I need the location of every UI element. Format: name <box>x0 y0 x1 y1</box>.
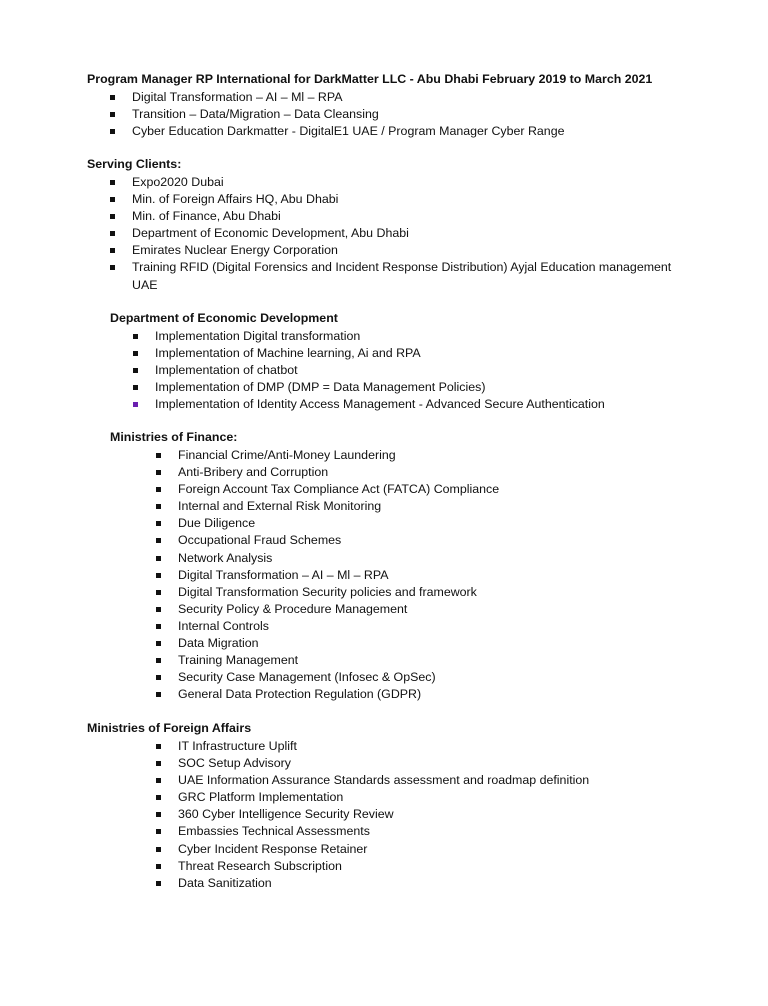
square-bullet-icon <box>156 453 161 458</box>
square-bullet-icon <box>110 197 115 202</box>
square-bullet-icon <box>133 385 138 390</box>
square-bullet-icon <box>110 248 115 253</box>
square-bullet-icon <box>156 590 161 595</box>
list-item: Embassies Technical Assessments <box>178 823 589 840</box>
square-bullet-icon <box>156 812 161 817</box>
page-title: Program Manager RP International for DarkMatter LLC - Abu Dhabi February 2019 to March 2021 <box>87 72 653 86</box>
list-item: Security Policy & Procedure Management <box>178 601 499 618</box>
list-item: GRC Platform Implementation <box>178 789 589 806</box>
foreign-affairs-list <box>178 738 589 892</box>
list-item: Anti-Bribery and Corruption <box>178 464 499 481</box>
section-heading-serving-clients: Serving Clients: <box>87 157 182 171</box>
square-bullet-icon <box>110 95 115 100</box>
list-item: SOC Setup Advisory <box>178 755 589 772</box>
list-item: Training RFID (Digital Forensics and Incident Response Distribution) Ayjal Education management UAE <box>132 259 692 293</box>
list-item: Data Sanitization <box>178 875 589 892</box>
square-bullet-icon <box>156 487 161 492</box>
square-bullet-icon <box>110 214 115 219</box>
list-item: Implementation of Machine learning, Ai and RPA <box>155 345 605 362</box>
list-item: Internal Controls <box>178 618 499 635</box>
list-item: Implementation of DMP (DMP = Data Management Policies) <box>155 379 605 396</box>
square-bullet-icon <box>156 795 161 800</box>
square-bullet-icon <box>156 864 161 869</box>
list-item: Security Case Management (Infosec & OpSec) <box>178 669 499 686</box>
list-item: Expo2020 Dubai <box>132 174 692 191</box>
list-item: Cyber Incident Response Retainer <box>178 841 589 858</box>
list-item: Financial Crime/Anti-Money Laundering <box>178 447 499 464</box>
square-bullet-icon <box>156 521 161 526</box>
square-bullet-icon <box>156 538 161 543</box>
list-item: IT Infrastructure Uplift <box>178 738 589 755</box>
list-item: Internal and External Risk Monitoring <box>178 498 499 515</box>
square-bullet-icon <box>156 658 161 663</box>
square-bullet-icon <box>133 351 138 356</box>
square-bullet-icon <box>156 744 161 749</box>
square-bullet-icon <box>110 180 115 185</box>
square-bullet-icon <box>156 847 161 852</box>
list-item: Emirates Nuclear Energy Corporation <box>132 242 692 259</box>
list-item: Occupational Fraud Schemes <box>178 532 499 549</box>
list-item: Training Management <box>178 652 499 669</box>
square-bullet-icon <box>156 470 161 475</box>
serving-clients-list <box>132 174 692 294</box>
square-bullet-icon <box>156 692 161 697</box>
list-item: Network Analysis <box>178 550 499 567</box>
section-heading-ministries-of-foreign-affairs: Ministries of Foreign Affairs <box>87 721 252 735</box>
square-bullet-icon <box>156 829 161 834</box>
square-bullet-icon <box>156 556 161 561</box>
square-bullet-icon <box>156 573 161 578</box>
title-items-list <box>132 89 564 140</box>
list-item: Min. of Foreign Affairs HQ, Abu Dhabi <box>132 191 692 208</box>
section-heading-ministries-of-finance: Ministries of Finance: <box>110 430 238 444</box>
finance-list <box>178 447 499 703</box>
list-item: Cyber Education Darkmatter - DigitalE1 UAE / Program Manager Cyber Range <box>132 123 564 140</box>
square-bullet-icon <box>110 129 115 134</box>
square-bullet-icon <box>156 624 161 629</box>
square-bullet-icon <box>110 112 115 117</box>
section-heading-economic-development: Department of Economic Development <box>110 311 338 325</box>
list-item: Implementation Digital transformation <box>155 328 605 345</box>
square-bullet-icon <box>110 265 115 270</box>
square-bullet-icon <box>156 641 161 646</box>
list-item: Department of Economic Development, Abu Dhabi <box>132 225 692 242</box>
list-item: Foreign Account Tax Compliance Act (FATCA) Compliance <box>178 481 499 498</box>
square-bullet-icon <box>156 761 161 766</box>
list-item: Digital Transformation Security policies and framework <box>178 584 499 601</box>
square-bullet-icon <box>156 778 161 783</box>
list-item: Implementation of chatbot <box>155 362 605 379</box>
square-bullet-icon <box>133 402 138 407</box>
square-bullet-icon <box>133 334 138 339</box>
square-bullet-icon <box>156 675 161 680</box>
list-item: Digital Transformation – AI – Ml – RPA <box>132 89 564 106</box>
list-item: General Data Protection Regulation (GDPR) <box>178 686 499 703</box>
list-item: Due Diligence <box>178 515 499 532</box>
list-item: Min. of Finance, Abu Dhabi <box>132 208 692 225</box>
square-bullet-icon <box>110 231 115 236</box>
list-item: UAE Information Assurance Standards assessment and roadmap definition <box>178 772 589 789</box>
list-item: Data Migration <box>178 635 499 652</box>
square-bullet-icon <box>156 607 161 612</box>
list-item: Threat Research Subscription <box>178 858 589 875</box>
economic-development-list <box>155 328 605 413</box>
square-bullet-icon <box>156 881 161 886</box>
list-item: 360 Cyber Intelligence Security Review <box>178 806 589 823</box>
list-item: Transition – Data/Migration – Data Cleansing <box>132 106 564 123</box>
square-bullet-icon <box>133 368 138 373</box>
list-item: Digital Transformation – AI – Ml – RPA <box>178 567 499 584</box>
list-item: Implementation of Identity Access Management - Advanced Secure Authentication <box>155 396 605 413</box>
square-bullet-icon <box>156 504 161 509</box>
